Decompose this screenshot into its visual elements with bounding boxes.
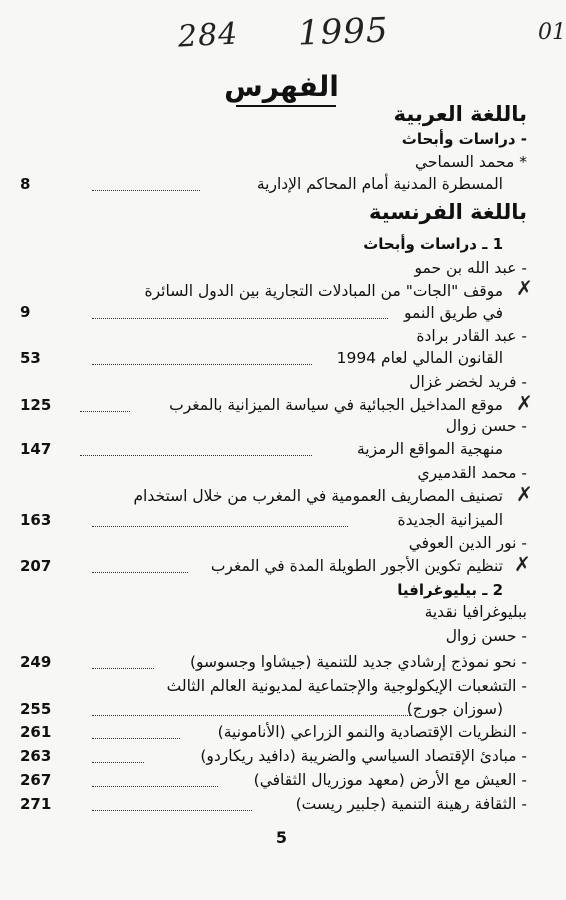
toc-entry: - النظريات الإقتصادية والنمو الزراعي (الأنامونية) bbox=[217, 723, 527, 741]
leader-dots bbox=[92, 318, 388, 319]
toc-page-number: 8 bbox=[20, 175, 31, 193]
leader-dots bbox=[92, 364, 312, 365]
toc-page-number: 267 bbox=[20, 771, 52, 789]
toc-entry: - العيش مع الأرض (معهد موزريال الثقافي) bbox=[253, 771, 527, 789]
toc-subheading: 1 ـ دراسات وأبحاث bbox=[363, 235, 503, 253]
toc-author: - عبد الله بن حمو bbox=[414, 259, 527, 277]
toc-page-number: 261 bbox=[20, 723, 52, 741]
toc-author: - حسن زوال bbox=[445, 417, 527, 435]
handwritten-year: 1995 bbox=[297, 10, 390, 54]
page-title: الفهرس bbox=[224, 70, 339, 103]
handwritten-code: 284 bbox=[177, 16, 240, 55]
toc-entry: موقف "الجات" من المبادلات التجارية بين الدول السائرة bbox=[144, 282, 503, 300]
toc-entry: الميزانية الجديدة bbox=[397, 511, 503, 529]
section-heading-arabic: باللغة العربية bbox=[393, 102, 527, 126]
toc-page-number: 255 bbox=[20, 700, 52, 718]
leader-dots bbox=[92, 738, 180, 739]
toc-page-number: 271 bbox=[20, 795, 52, 813]
leader-dots bbox=[92, 810, 252, 811]
handwritten-check-mark: ✗ bbox=[516, 276, 533, 300]
toc-page-number: 125 bbox=[20, 396, 52, 414]
toc-author: * محمد السماحي bbox=[414, 153, 527, 171]
leader-dots bbox=[92, 715, 412, 716]
toc-page-number: 147 bbox=[20, 440, 52, 458]
toc-entry: موقع المداخيل الجبائية في سياسة الميزانية بالمغرب bbox=[169, 396, 503, 414]
toc-entry: - التشعبات الإيكولوجية والإجتماعية لمديونية العالم الثالث bbox=[166, 677, 527, 695]
toc-subheading-plain: ببليوغرافيا نقدية bbox=[424, 603, 527, 621]
toc-page-number: 9 bbox=[20, 303, 31, 321]
handwritten-check-mark: ✗ bbox=[516, 482, 533, 506]
section-heading-french: باللغة الفرنسية bbox=[369, 200, 527, 224]
page-number: 5 bbox=[275, 828, 288, 847]
toc-entry: - الثقافة رهينة التنمية (جلبير ريست) bbox=[295, 795, 527, 813]
leader-dots bbox=[92, 762, 144, 763]
toc-entry: منهجية المواقع الرمزية bbox=[357, 440, 503, 458]
toc-subheading: 2 ـ بيليوغرافيا bbox=[397, 581, 503, 599]
toc-entry: (سوزان جورج) bbox=[406, 700, 503, 718]
toc-page-number: 207 bbox=[20, 557, 52, 575]
toc-entry: تصنيف المصاريف العمومية في المغرب من خلال استخدام bbox=[133, 487, 503, 505]
toc-entry: القانون المالي لعام 1994 bbox=[336, 349, 503, 367]
toc-author: - نور الدين العوفي bbox=[408, 534, 527, 552]
toc-entry: - مبادئ الإقتصاد السياسي والضريبة (دافيد ريكاردو) bbox=[200, 747, 527, 765]
leader-dots bbox=[80, 455, 312, 456]
toc-line: - دراسات وأبحاث bbox=[401, 130, 527, 148]
leader-dots bbox=[92, 572, 188, 573]
toc-entry: - نحو نموذج إرشادي جديد للتنمية (جيشاوا وجسوسو) bbox=[189, 653, 527, 671]
handwritten-check-mark: ✗ bbox=[516, 391, 533, 415]
handwritten-check-mark: ✗ bbox=[514, 552, 531, 576]
toc-entry: في طريق النمو bbox=[404, 304, 503, 322]
toc-entry: تنظيم تكوين الأجور الطويلة المدة في المغرب bbox=[210, 557, 503, 575]
toc-entry: المسطرة المدنية أمام المحاكم الإدارية bbox=[256, 175, 503, 193]
leader-dots bbox=[92, 668, 154, 669]
toc-author: - فريد لخضر غزال bbox=[409, 373, 527, 391]
handwritten-corner: 01 bbox=[538, 20, 566, 45]
toc-author: - حسن زوال bbox=[445, 627, 527, 645]
toc-page-number: 163 bbox=[20, 511, 52, 529]
toc-author: - محمد القدميري bbox=[417, 464, 527, 482]
leader-dots bbox=[92, 786, 218, 787]
leader-dots bbox=[92, 190, 200, 191]
toc-page-number: 249 bbox=[20, 653, 52, 671]
toc-author: - عبد القادر برادة bbox=[416, 327, 527, 345]
toc-page-number: 263 bbox=[20, 747, 52, 765]
toc-page-number: 53 bbox=[20, 349, 41, 367]
leader-dots bbox=[80, 411, 130, 412]
leader-dots bbox=[92, 526, 348, 527]
